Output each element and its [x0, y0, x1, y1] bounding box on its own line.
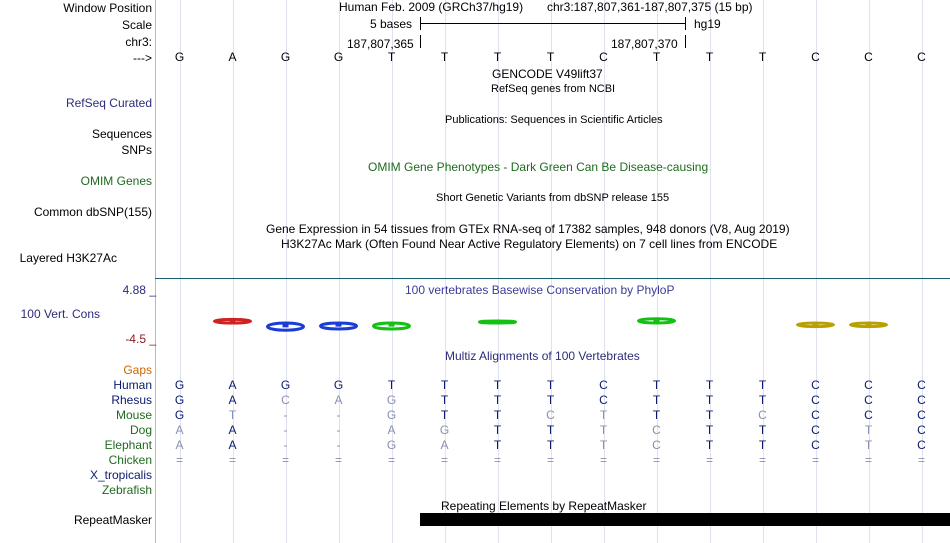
pos-left-text: 187,807,365: [347, 37, 414, 51]
h3k27-title: H3K27Ac Mark (Often Found Near Active Regulatory Elements) on 7 cell lines from ENCODE: [281, 237, 778, 251]
aligned-base: =: [440, 453, 448, 467]
aligned-base: C: [864, 378, 873, 392]
aligned-base: T: [440, 378, 449, 392]
multiz-title: Multiz Alignments of 100 Vertebrates: [445, 349, 640, 363]
assembly-text: Human Feb. 2009 (GRCh37/hg19): [339, 0, 524, 14]
aligned-base: A: [175, 423, 184, 437]
aligned-base: C: [758, 408, 767, 422]
aligned-base: T: [493, 438, 502, 452]
aligned-base: C: [281, 393, 290, 407]
aligned-base: -: [283, 423, 288, 437]
aligned-base: =: [493, 453, 501, 467]
species-label[interactable]: X_tropicalis: [89, 468, 152, 482]
aligned-base: T: [228, 408, 237, 422]
ruler-base: T: [758, 50, 767, 64]
ruler-base: C: [864, 50, 873, 64]
species-label[interactable]: Mouse: [115, 408, 152, 422]
strand-label[interactable]: --->: [133, 51, 152, 65]
omim-genes-label[interactable]: OMIM Genes: [80, 174, 152, 188]
aligned-base: =: [599, 453, 607, 467]
coords-text: chr3:187,807,361-187,807,375 (15 bp): [547, 0, 753, 14]
aligned-base: =: [334, 453, 342, 467]
aligned-base: C: [599, 393, 608, 407]
aligned-base: T: [599, 438, 608, 452]
aligned-base: T: [493, 378, 502, 392]
aligned-base: T: [440, 393, 449, 407]
conservation-glyph-core: [813, 323, 819, 326]
cons-min-label: -4.5 _: [125, 332, 156, 346]
conservation-glyph-core: [283, 323, 289, 327]
aligned-base: C: [652, 438, 661, 452]
pos-right-text: 187,807,370: [611, 37, 678, 51]
aligned-base: A: [175, 438, 184, 452]
ruler-base: T: [387, 50, 396, 64]
aligned-base: C: [811, 378, 820, 392]
aligned-base: T: [758, 378, 767, 392]
aligned-base: =: [546, 453, 554, 467]
aligned-base: G: [439, 423, 450, 437]
aligned-base: -: [336, 438, 341, 452]
conservation-glyph-core: [654, 319, 660, 322]
publications-title: Publications: Sequences in Scientific Articles: [445, 114, 663, 126]
aligned-base: A: [228, 438, 237, 452]
aligned-base: T: [546, 423, 555, 437]
species-label[interactable]: Dog: [129, 423, 152, 437]
aligned-base: T: [546, 378, 555, 392]
aligned-base: =: [652, 453, 660, 467]
conservation-glyph-core: [230, 319, 236, 322]
aligned-base: T: [546, 393, 555, 407]
aligned-base: T: [705, 423, 714, 437]
aligned-base: C: [811, 408, 820, 422]
aligned-base: C: [864, 393, 873, 407]
aligned-base: T: [864, 438, 873, 452]
aligned-base: C: [917, 393, 926, 407]
aligned-base: T: [705, 393, 714, 407]
aligned-base: =: [917, 453, 925, 467]
species-label[interactable]: Elephant: [104, 438, 152, 452]
repeat-element-bar[interactable]: [420, 513, 950, 526]
aligned-base: G: [386, 393, 397, 407]
aligned-base: C: [917, 438, 926, 452]
aligned-base: G: [174, 378, 185, 392]
aligned-base: T: [493, 393, 502, 407]
aligned-base: T: [652, 393, 661, 407]
aligned-base: =: [758, 453, 766, 467]
aligned-base: C: [917, 423, 926, 437]
aligned-base: =: [228, 453, 236, 467]
aligned-base: C: [917, 408, 926, 422]
omim-title: OMIM Gene Phenotypes - Dark Green Can Be Disease-causing: [368, 160, 709, 174]
ruler-base: C: [917, 50, 926, 64]
aligned-base: T: [599, 408, 608, 422]
ruler-base: T: [705, 50, 714, 64]
common-dbsnp-label[interactable]: Common dbSNP(155): [33, 205, 152, 219]
layered-h3k27ac-label[interactable]: Layered H3K27Ac: [19, 251, 117, 265]
ruler-base: T: [440, 50, 449, 64]
aligned-base: C: [652, 423, 661, 437]
aligned-base: -: [283, 438, 288, 452]
aligned-base: A: [387, 423, 396, 437]
aligned-base: C: [811, 423, 820, 437]
aligned-base: A: [334, 393, 343, 407]
window-position-label[interactable]: Window Position: [63, 1, 152, 15]
refseq-subtitle: RefSeq genes from NCBI: [491, 83, 616, 95]
aligned-base: T: [705, 378, 714, 392]
aligned-base: T: [493, 423, 502, 437]
aligned-base: C: [864, 408, 873, 422]
scale-text: 5 bases: [370, 17, 413, 31]
aligned-base: A: [440, 438, 449, 452]
ruler-base: C: [811, 50, 820, 64]
aligned-base: T: [652, 408, 661, 422]
aligned-base: T: [387, 378, 396, 392]
aligned-base: T: [546, 438, 555, 452]
aligned-base: =: [705, 453, 713, 467]
aligned-base: A: [228, 378, 237, 392]
aligned-base: G: [386, 408, 397, 422]
aligned-base: =: [281, 453, 289, 467]
aligned-base: G: [174, 393, 185, 407]
aligned-base: C: [546, 408, 555, 422]
aligned-base: T: [864, 423, 873, 437]
snps-label[interactable]: SNPs: [121, 143, 152, 157]
aligned-base: G: [174, 408, 185, 422]
gencode-title[interactable]: GENCODE V49lift37: [492, 67, 603, 81]
ruler-base: G: [280, 50, 291, 64]
gaps-label[interactable]: Gaps: [123, 363, 152, 377]
aligned-base: T: [758, 393, 767, 407]
aligned-base: T: [758, 438, 767, 452]
aligned-base: =: [864, 453, 872, 467]
ruler-base: G: [333, 50, 344, 64]
aligned-base: =: [811, 453, 819, 467]
ruler-base: T: [546, 50, 555, 64]
sequences-label[interactable]: Sequences: [91, 127, 152, 141]
conservation-glyph-core: [389, 323, 395, 327]
species-label[interactable]: Human: [113, 378, 152, 392]
aligned-base: -: [336, 408, 341, 422]
aligned-base: T: [705, 408, 714, 422]
conservation-glyph-core: [336, 323, 342, 327]
conservation-glyph-core: [495, 321, 501, 324]
aligned-base: T: [652, 378, 661, 392]
refseq-curated-label[interactable]: RefSeq Curated: [65, 96, 152, 110]
aligned-base: G: [386, 438, 397, 452]
aligned-base: -: [283, 408, 288, 422]
aligned-base: C: [811, 393, 820, 407]
aligned-base: T: [493, 408, 502, 422]
aligned-base: =: [387, 453, 395, 467]
cons-max-label: 4.88 _: [122, 283, 156, 297]
cons-track-label[interactable]: 100 Vert. Cons: [20, 307, 100, 321]
aligned-base: =: [175, 453, 183, 467]
aligned-base: T: [599, 423, 608, 437]
chrom-label[interactable]: chr3:: [125, 35, 152, 49]
species-label[interactable]: Zebrafish: [101, 483, 152, 497]
aligned-base: C: [599, 378, 608, 392]
aligned-base: A: [228, 423, 237, 437]
gtex-title: Gene Expression in 54 tissues from GTEx RNA-seq of 17382 samples, 948 donors (V8, Aug 2019): [266, 222, 790, 236]
aligned-base: A: [228, 393, 237, 407]
aligned-base: T: [705, 438, 714, 452]
aligned-base: G: [333, 378, 344, 392]
species-label[interactable]: Rhesus: [111, 393, 152, 407]
repeatmasker-title: Repeating Elements by RepeatMasker: [441, 499, 647, 513]
dbsnp-title: Short Genetic Variants from dbSNP release 155: [436, 192, 670, 204]
conservation-glyph-core: [866, 323, 872, 326]
phylop-title: 100 vertebrates Basewise Conservation by PhyloP: [405, 283, 675, 297]
ruler-base: C: [599, 50, 608, 64]
scale-label[interactable]: Scale: [121, 18, 152, 32]
aligned-base: T: [440, 408, 449, 422]
aligned-base: -: [336, 423, 341, 437]
aligned-base: C: [811, 438, 820, 452]
ruler-base: G: [174, 50, 185, 64]
aligned-base: C: [917, 378, 926, 392]
scale-db-text: hg19: [694, 17, 721, 31]
aligned-base: T: [758, 423, 767, 437]
ruler-base: T: [493, 50, 502, 64]
ruler-base: T: [652, 50, 661, 64]
species-label[interactable]: Chicken: [108, 453, 152, 467]
aligned-base: G: [280, 378, 291, 392]
repeatmasker-label[interactable]: RepeatMasker: [73, 513, 152, 527]
ruler-base: A: [228, 50, 237, 64]
